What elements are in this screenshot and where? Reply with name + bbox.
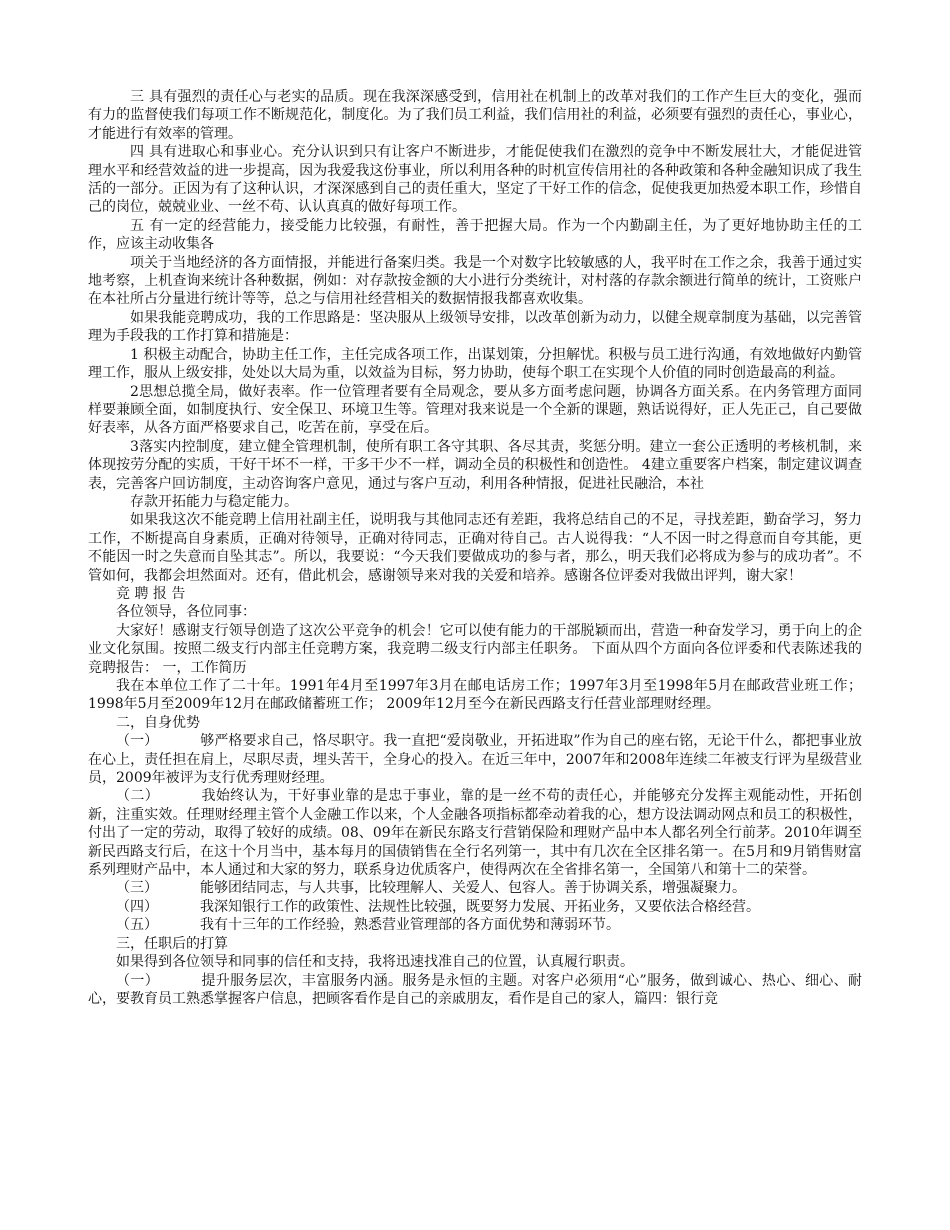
list-marker: （一）: [116, 733, 159, 750]
list-item: 2思想总揽全局，做好表率。作一位管理者要有全局观念，要从多方面考虑问题，协调各方面关系。在内务管理方面同样要兼顾全面，如制度执行、安全保卫、环境卫生等。管理对我来说是一个全新的课题，熟话说得好，正人先正己，自己要做好表率，从各方面严格要求自己，吃苦在前，享受在后。: [88, 383, 862, 437]
paragraph: 存款开拓能力与稳定能力。: [130, 493, 298, 510]
paragraph: 如果得到各位领导和同事的信任和支持，我将迅速找准自己的位置，认真履行职责。: [116, 954, 634, 971]
list-marker: （四）: [116, 898, 158, 915]
list-item: （五） 我有十三年的工作经验，熟悉营业管理部的各方面优势和薄弱环节。: [116, 917, 620, 934]
paragraph: 如果我能竞聘成功，我的工作思路是：坚决服从上级领导安排，以改革创新为动力，以健全规章制度为基础，以完善管理为手段我的工作打算和措施是：: [88, 309, 862, 345]
salutation: 各位领导，各位同事：: [116, 604, 256, 621]
list-marker: （五）: [116, 917, 158, 934]
list-item: （三） 能够团结同志，与人共事，比较理解人、关爱人、包容人。善于协调关系，增强凝聚力。: [116, 880, 746, 897]
list-item: （一） 够严格要求自己，恪尽职守。我一直把“爱岗敬业，开拓进取”作为自己的座右铭，无论干什么，都把事业放在心上，责任担在肩上，尽职尽责，埋头苦干，全身心的投入。在近三年中，2007年和2008年连续二年被支行评为星级营业员，2009年被评为支行优秀理财经理。: [88, 733, 863, 787]
report-heading: 竞 聘 报 告: [116, 585, 186, 602]
list-marker: （一）: [116, 972, 160, 989]
paragraph: 如果我这次不能竞聘上信用社副主任，说明我与其他同志还有差距，我将总结自己的不足，寻找差距，勤奋学习，努力工作，不断提高自身素质，正确对待领导，正确对待同志，正确对待自己。古人说得我：“人不因一时之得意而自夸其能，更不能因一时之失意而自坠其志”。所以，我要说：“今天我们要做成功的参与者，那么，明天我们必将成为参与的成功者”。不管如何，我都会坦然面对。还有，借此机会，感谢领导来对我的关爱和培养。感谢各位评委对我做出评判，谢大家！: [88, 512, 862, 584]
list-marker: （三）: [116, 880, 158, 897]
paragraph: 三 具有强烈的责任心与老实的品质。现在我深深感受到，信用社在机制上的改革对我们的工作产生巨大的变化，强而有力的监督使我们每项工作不断规范化，制度化。为了我们员工利益，我们信用社的利益，必须要有强烈的责任心，事业心，才能进行有效率的管理。: [88, 89, 862, 142]
list-item: （二） 我始终认为，干好事业靠的是忠于事业，靠的是一丝不苟的责任心，并能够充分发挥主观能动性，开拓创新，注重实效。任理财经理主管个人金融工作以来，个人金融各项指标都牵动着我的心，想方设法调动网点和员工的积极性，付出了一定的劳动，取得了较好的成绩。08、09年在新民东路支行营销保险和理财产品中本人都名列全行前茅。2010年调至新民西路支行后，在这十个月当中，基本每月的国债销售在全行名列第一，其中有几次在全区排名第一。在5月和9月销售财富系列理财产品中，本人通过和大家的努力，联系身边优质客户，使得两次在全省排名第一，全国第八和第十二的荣誉。: [88, 788, 863, 879]
section-heading: 三，任职后的打算: [116, 935, 228, 952]
paragraph: 项关于当地经济的各方面情报，并能进行备案归类。我是一个对数字比较敏感的人，我平时在工作之余，我善于通过实地考察，上机查询来统计各种数据，例如：对存款按金额的大小进行分类统计，对村落的存款余额进行简单的统计，工资账户在本社所占分量进行统计等等，总之与信用社经营相关的数据情报我都喜欢收集。: [88, 254, 862, 308]
paragraph: 五 有一定的经营能力，接受能力比较强，有耐性，善于把握大局。作为一个内勤副主任，为了更好地协助主任的工作，应该主动收集各: [88, 217, 862, 253]
section-heading: 二，自身优势: [116, 714, 200, 731]
list-marker: （二）: [116, 788, 160, 805]
list-item: 3落实内控制度，建立健全管理机制，使所有职工各守其职、各尽其责，奖惩分明。建立一套公正透明的考核机制，来体现按劳分配的实质，干好干坏不一样，干多干少不一样，调动全员的积极性和创造性。 4建立重要客户档案，制定建议调查表，完善客户回访制度，主动咨询客户意见，通过与客户互动，利用各种情报，促进社民融洽，本社: [88, 438, 862, 492]
paragraph: 大家好！感谢支行领导创造了这次公平竞争的机会！它可以使有能力的干部脱颖而出，营造一种奋发学习，勇于向上的企业文化氛围。按照二级支行内部主任竞聘方案，我竞聘二级支行内部主任职务。 下面从四个方面向各位评委和代表陈述我的竞聘报告： 一，工作简历: [88, 622, 862, 676]
paragraph: 我在本单位工作了二十年。1991年4月至1997年3月在邮电话房工作；1997年3月至1998年5月在邮政营业班工作；1998年5月至2009年12月在邮政储蓄班工作； 2009年12月至今在新民西路支行任营业部理财经理。: [88, 678, 862, 713]
paragraph: 四 具有进取心和事业心。充分认识到只有让客户不断进步，才能促使我们在激烈的竞争中不断发展壮大，才能促进管理水平和经营效益的进一步提高，因为我爱我这份事业，所以利用各种的时机宣传信用社的各种政策和各种金融知识成了我生活的一部分。正因为有了这种认识，才深深感到自己的责任重大，坚定了干好工作的信念，促使我更加热爱本职工作，珍惜自己的岗位，兢兢业业、一丝不苟、认认真真的做好每项工作。: [88, 144, 862, 216]
list-item: （一） 提升服务层次，丰富服务内涵。服务是永恒的主题。对客户必须用“心”服务，做到诚心、热心、细心、耐心，要教育员工熟悉掌握客户信息，把顾客看作是自己的亲戚朋友，看作是自己的家人，篇四：银行竞: [88, 972, 863, 1007]
list-item: 1 积极主动配合，协助主任工作，主任完成各项工作，出谋划策，分担解忧。积极与员工进行沟通，有效地做好内勤管理工作，服从上级安排，处处以大局为重，以效益为目标，努力协助，使每个职工在实现个人价值的同时创造最高的利益。: [88, 346, 862, 382]
list-item: （四） 我深知银行工作的政策性、法规性比较强，既要努力发展、开拓业务，又要依法合格经营。: [116, 898, 760, 915]
